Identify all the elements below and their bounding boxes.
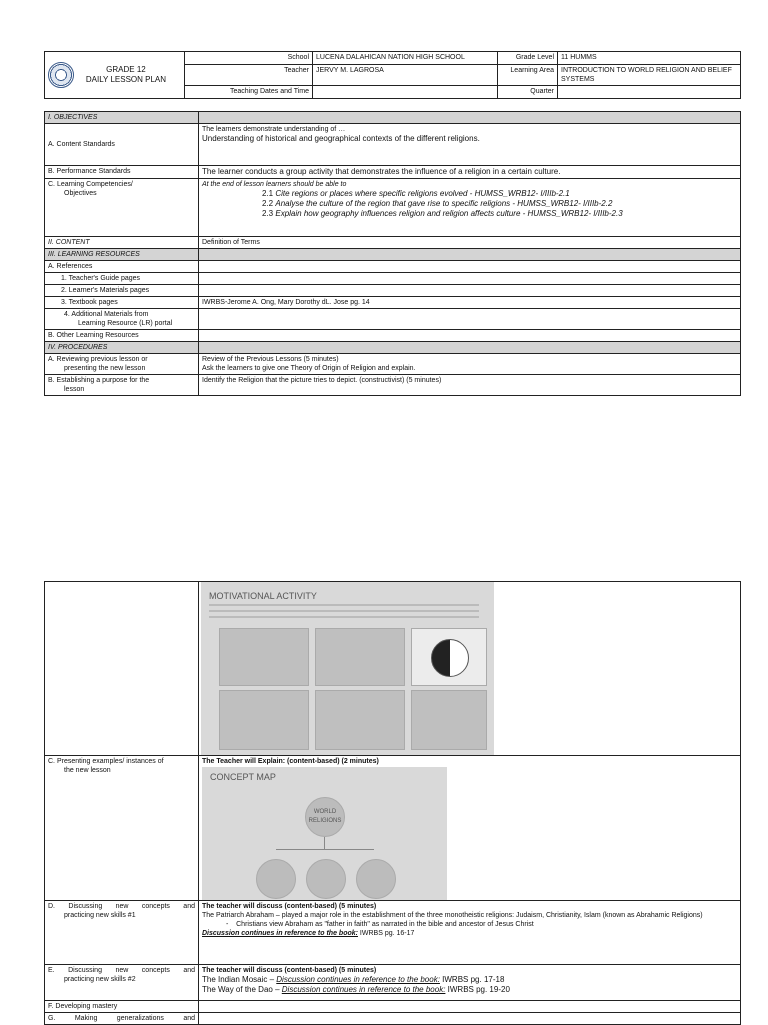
content-line-1: The learners demonstrate understanding of … <box>202 126 346 133</box>
motivational-activity-image <box>201 582 494 755</box>
lr-line-1: 4. Additional Materials from <box>64 311 149 318</box>
competency-item: 2.2 Analyse the culture of the region that gave rise to specific religions - HUMSS_WRB12- I/IIIb-2.2 <box>262 199 613 208</box>
buddha-picture <box>315 628 405 686</box>
procedure-e-line-2: practicing new skills #2 <box>64 976 136 983</box>
lr-line-2: Learning Resource (LR) portal <box>78 320 173 327</box>
procedure-e-mosaic: The Indian Mosaic – Discussion continues in reference to the book: IWRBS pg. 17-18 <box>202 975 505 984</box>
content-heading: II. CONTENT <box>45 237 199 249</box>
procedure-e-value-1: The teacher will discuss (content-based) (5 minutes) <box>202 967 377 974</box>
world-religions-node: WORLD RELIGIONS <box>305 797 345 837</box>
torii-gate-picture <box>411 690 487 750</box>
learning-area-value: INTRODUCTION TO WORLD RELIGION AND BELIEF SYSTEMS <box>558 65 741 86</box>
yin-yang-icon <box>431 639 469 677</box>
procedure-d-value <box>199 901 741 965</box>
content-value: Definition of Terms <box>199 237 741 249</box>
plan-label: DAILY LESSON PLAN <box>85 75 167 84</box>
quarter-label: Quarter <box>498 86 558 99</box>
lr-label <box>45 309 199 330</box>
header-title-cell <box>45 52 185 99</box>
school-value: LUCENA DALAHICAN NATION HIGH SCHOOL <box>313 52 498 65</box>
procedure-c-line-1: C. Presenting examples/ instances of <box>48 758 164 765</box>
competencies-value <box>199 179 741 237</box>
objectives-heading: I. OBJECTIVES <box>45 112 199 124</box>
competency-item: 2.1 Cite regions or places where specific religions evolved - HUMSS_WRB12- I/IIIb-2.1 <box>262 189 570 198</box>
performance-label: B. Performance Standards <box>45 166 199 179</box>
teacher-label: Teacher <box>185 65 313 86</box>
deped-seal-icon <box>48 62 74 88</box>
book-picture <box>219 628 309 686</box>
grade-label: GRADE 12 <box>106 65 146 74</box>
lesson-table-continued <box>44 581 741 1025</box>
procedure-b-line-2: lesson <box>64 386 85 393</box>
procedure-a-line-1: A. Reviewing previous lesson or <box>48 356 148 363</box>
references-label: A. References <box>45 261 199 273</box>
concept-node <box>306 859 346 899</box>
competencies-intro: At the end of lesson learners should be able to <box>202 181 347 188</box>
quarter-value <box>558 86 741 99</box>
procedure-d-value-1: The teacher will discuss (content-based) (5 minutes) <box>202 903 377 910</box>
competencies-label <box>45 179 199 237</box>
procedure-b-line-1: B. Establishing a purpose for the <box>48 377 150 384</box>
resources-heading: III. LEARNING RESOURCES <box>45 249 199 261</box>
procedure-d-label <box>45 901 199 965</box>
school-label: School <box>185 52 313 65</box>
procedure-c-line-2: the new lesson <box>64 767 111 774</box>
procedure-b-value: Identify the Religion that the picture tries to depict. (constructivist) (5 minutes) <box>199 375 741 396</box>
procedure-d-line-1: D. Discussing new concepts and <box>48 903 195 910</box>
procedure-e-line-1: E. Discussing new concepts and <box>48 967 195 974</box>
procedures-heading: IV. PROCEDURES <box>45 342 199 354</box>
grade-level-label: Grade Level <box>498 52 558 65</box>
grade-level-value: 11 HUMMS <box>558 52 741 65</box>
other-resources-label: B. Other Learning Resources <box>45 330 199 342</box>
content-line-2: Understanding of historical and geographical contexts of the different religions. <box>202 134 480 143</box>
procedure-d-bullet: - Christians view Abraham as "father in faith" as narrated in the bible and ancestor of Jesus Christ <box>226 921 534 928</box>
competencies-label-1: C. Learning Competencies/ <box>48 181 133 188</box>
tb-label: 3. Textbook pages <box>45 297 199 309</box>
procedure-a-line-2: presenting the new lesson <box>64 365 146 372</box>
procedure-a-value-1: Review of the Previous Lessons (5 minutes) <box>202 356 339 363</box>
procedure-e-value <box>199 965 741 1001</box>
procedure-d-line-2: practicing new skills #1 <box>64 912 136 919</box>
lm-label: 2. Learner's Materials pages <box>45 285 199 297</box>
dates-value <box>313 86 498 99</box>
concept-node <box>256 859 296 899</box>
procedure-d-reference: Discussion continues in reference to the book: IWRBS pg. 16-17 <box>202 930 415 937</box>
procedure-b-label <box>45 375 199 396</box>
procedure-e-label <box>45 965 199 1001</box>
procedure-d-value-2: The Patriarch Abraham – played a major role in the establishment of the three monotheistic religions: Judaism, Christianity, Islam (known as Abrahamic Religions) <box>202 912 703 919</box>
yin-yang-picture <box>411 628 487 686</box>
procedure-c-value: The Teacher will Explain: (content-based) (2 minutes) <box>202 758 379 765</box>
tg-label: 1. Teacher's Guide pages <box>45 273 199 285</box>
motivational-title: MOTIVATIONAL ACTIVITY <box>209 591 317 601</box>
content-standards-value <box>199 124 741 166</box>
dates-label: Teaching Dates and Time <box>185 86 313 99</box>
competencies-label-2: Objectives <box>64 190 97 197</box>
procedure-g-label: G. Making generalizations and <box>45 1013 199 1025</box>
hindu-deity-picture <box>219 690 309 750</box>
procedure-f-label: F. Developing mastery <box>45 1001 199 1013</box>
concept-map-image <box>202 767 447 900</box>
procedure-a-value-2: Ask the learners to give one Theory of Origin of Religion and explain. <box>202 365 416 372</box>
procedure-c-label <box>45 756 199 901</box>
content-standards-label: A. Content Standards <box>45 124 199 166</box>
procedure-a-label <box>45 354 199 375</box>
learning-area-label: Learning Area <box>498 65 558 86</box>
procedure-a-value <box>199 354 741 375</box>
header-table <box>44 51 741 99</box>
concept-node <box>356 859 396 899</box>
procedure-e-dao: The Way of the Dao – Discussion continues in reference to the book: IWRBS pg. 19-20 <box>202 985 510 994</box>
tb-value: IWRBS-Jerome A. Ong, Mary Dorothy dL. Jose pg. 14 <box>199 297 741 309</box>
confucius-picture <box>315 690 405 750</box>
concept-map-title: CONCEPT MAP <box>210 772 276 782</box>
performance-value: The learner conducts a group activity that demonstrates the influence of a religion in a certain culture. <box>199 166 741 179</box>
competency-item: 2.3 Explain how geography influences religion and religion affects culture - HUMSS_WRB12- I/IIIb-2.3 <box>262 209 623 218</box>
lesson-table <box>44 111 741 396</box>
teacher-value: JERVY M. LAGROSA <box>313 65 498 86</box>
